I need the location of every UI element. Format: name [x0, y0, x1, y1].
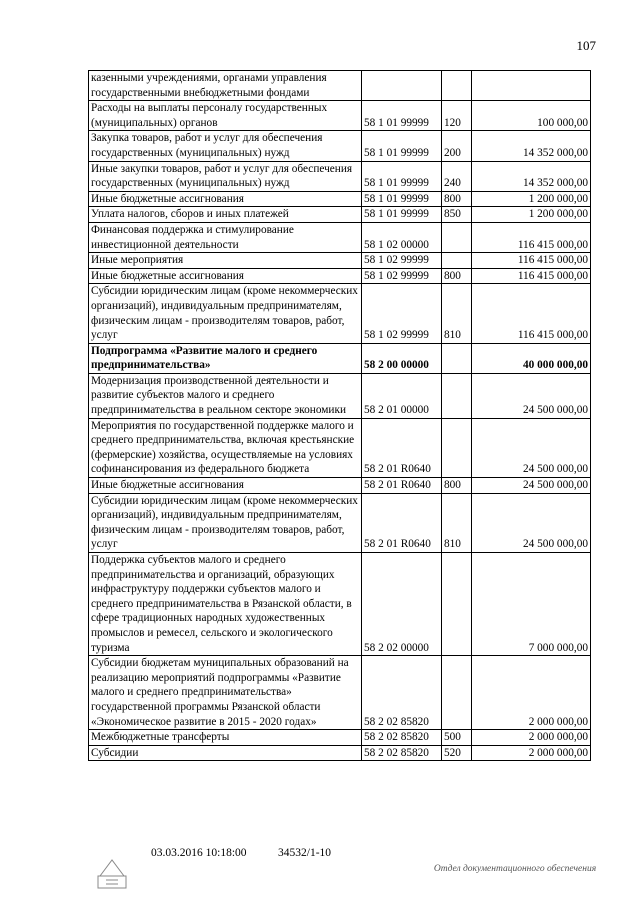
row-code-cell: 58 1 01 99999 — [362, 161, 442, 191]
row-vr-cell — [442, 253, 472, 269]
row-amount-cell: 24 500 000,00 — [472, 418, 591, 477]
row-code-cell: 58 2 01 R0640 — [362, 493, 442, 552]
row-name-cell: Подпрограмма «Развитие малого и среднего предпринимательства» — [89, 343, 362, 373]
row-code-cell: 58 2 01 00000 — [362, 373, 442, 418]
row-amount-cell: 116 415 000,00 — [472, 222, 591, 252]
row-vr-cell: 800 — [442, 191, 472, 207]
row-name-cell: казенными учреждениями, органами управления государственными внебюджетными фондами — [89, 71, 362, 101]
table-row — [89, 191, 591, 207]
row-code-cell: 58 1 01 99999 — [362, 131, 442, 161]
row-amount-cell: 7 000 000,00 — [472, 553, 591, 656]
footer-stamp: Отдел документационного обеспечения — [433, 864, 597, 874]
row-code-cell: 58 2 02 00000 — [362, 553, 442, 656]
row-name-cell: Иные бюджетные ассигнования — [89, 191, 362, 207]
table-body — [89, 71, 591, 761]
row-code-cell: 58 2 02 85820 — [362, 656, 442, 730]
row-vr-cell: 810 — [442, 284, 472, 343]
row-name-cell: Модернизация производственной деятельности и развитие субъектов малого и среднего предпринимательства в реальном секторе экономики — [89, 373, 362, 418]
row-vr-cell — [442, 418, 472, 477]
row-code-cell: 58 1 02 99999 — [362, 284, 442, 343]
row-amount-cell: 24 500 000,00 — [472, 373, 591, 418]
row-name-cell: Иные бюджетные ассигнования — [89, 268, 362, 284]
table-row — [89, 253, 591, 269]
row-code-cell: 58 2 01 R0640 — [362, 418, 442, 477]
row-vr-cell — [442, 373, 472, 418]
row-name-cell: Иные закупки товаров, работ и услуг для обеспечения государственных (муниципальных) нужд — [89, 161, 362, 191]
row-code-cell: 58 2 02 85820 — [362, 730, 442, 746]
row-amount-cell: 24 500 000,00 — [472, 478, 591, 494]
row-amount-cell: 14 352 000,00 — [472, 161, 591, 191]
table-row — [89, 71, 591, 101]
table-row — [89, 553, 591, 656]
budget-table — [88, 70, 591, 761]
row-name-cell: Субсидии юридическим лицам (кроме некоммерческих организаций), индивидуальным предпринимателям, физическим лицам - производителям товаров, работ, услуг — [89, 493, 362, 552]
row-vr-cell — [442, 71, 472, 101]
row-amount-cell: 2 000 000,00 — [472, 656, 591, 730]
row-name-cell: Мероприятия по государственной поддержке малого и среднего предпринимательства, включая крестьянские (фермерские) хозяйства, осуществляемые на условиях софинансирования из федерального бюджета — [89, 418, 362, 477]
row-code-cell: 58 2 02 85820 — [362, 745, 442, 761]
table-row — [89, 373, 591, 418]
row-amount-cell: 116 415 000,00 — [472, 268, 591, 284]
row-vr-cell: 850 — [442, 207, 472, 223]
row-vr-cell: 810 — [442, 493, 472, 552]
row-code-cell: 58 1 01 99999 — [362, 101, 442, 131]
row-vr-cell — [442, 222, 472, 252]
row-name-cell: Межбюджетные трансферты — [89, 730, 362, 746]
footer-date: 03.03.2016 10:18:00 — [151, 847, 247, 859]
table-row — [89, 343, 591, 373]
row-amount-cell: 14 352 000,00 — [472, 131, 591, 161]
row-vr-cell: 240 — [442, 161, 472, 191]
table-row — [89, 131, 591, 161]
row-vr-cell — [442, 553, 472, 656]
table-row — [89, 730, 591, 746]
row-vr-cell: 200 — [442, 131, 472, 161]
row-vr-cell: 120 — [442, 101, 472, 131]
row-code-cell: 58 1 01 99999 — [362, 191, 442, 207]
row-code-cell: 58 1 02 99999 — [362, 268, 442, 284]
table-row — [89, 493, 591, 552]
row-name-cell: Уплата налогов, сборов и иных платежей — [89, 207, 362, 223]
row-vr-cell: 520 — [442, 745, 472, 761]
row-amount-cell: 24 500 000,00 — [472, 493, 591, 552]
row-code-cell: 58 2 00 00000 — [362, 343, 442, 373]
page-number: 107 — [576, 38, 596, 53]
row-name-cell: Субсидии бюджетам муниципальных образований на реализацию мероприятий подпрограммы «Развитие малого и среднего предпринимательства» государственной программы Рязанской области «Экономическое развитие в 2015 - 2020 годах» — [89, 656, 362, 730]
row-amount-cell: 116 415 000,00 — [472, 284, 591, 343]
footer-doc-id: 34532/1-10 — [278, 847, 332, 859]
row-name-cell: Закупка товаров, работ и услуг для обеспечения государственных (муниципальных) нужд — [89, 131, 362, 161]
row-code-cell: 58 1 02 00000 — [362, 222, 442, 252]
row-amount-cell: 1 200 000,00 — [472, 207, 591, 223]
row-code-cell: 58 2 01 R0640 — [362, 478, 442, 494]
row-name-cell: Поддержка субъектов малого и среднего предпринимательства и организаций, образующих инфраструктуру поддержки субъектов малого и среднего предпринимательства в Рязанской области, в сфере традиционных народных художественных промыслов и ремесел, сельского и экологического туризма — [89, 553, 362, 656]
table-row — [89, 161, 591, 191]
row-name-cell: Финансовая поддержка и стимулирование инвестиционной деятельности — [89, 222, 362, 252]
side-margin-text — [624, 20, 634, 880]
row-name-cell: Субсидии — [89, 745, 362, 761]
seal-icon — [88, 852, 136, 897]
row-amount-cell: 40 000 000,00 — [472, 343, 591, 373]
row-vr-cell — [442, 343, 472, 373]
row-amount-cell: 100 000,00 — [472, 101, 591, 131]
row-name-cell: Иные мероприятия — [89, 253, 362, 269]
table-row — [89, 745, 591, 761]
table-row — [89, 101, 591, 131]
row-name-cell: Расходы на выплаты персоналу государственных (муниципальных) органов — [89, 101, 362, 131]
row-amount-cell: 116 415 000,00 — [472, 253, 591, 269]
table-row — [89, 222, 591, 252]
row-code-cell — [362, 71, 442, 101]
row-amount-cell: 1 200 000,00 — [472, 191, 591, 207]
table-row — [89, 656, 591, 730]
row-amount-cell: 2 000 000,00 — [472, 730, 591, 746]
row-amount-cell — [472, 71, 591, 101]
row-vr-cell — [442, 656, 472, 730]
table-row — [89, 478, 591, 494]
row-name-cell: Иные бюджетные ассигнования — [89, 478, 362, 494]
row-code-cell: 58 1 02 99999 — [362, 253, 442, 269]
row-vr-cell: 800 — [442, 268, 472, 284]
row-amount-cell: 2 000 000,00 — [472, 745, 591, 761]
row-vr-cell: 800 — [442, 478, 472, 494]
table-row — [89, 207, 591, 223]
row-vr-cell: 500 — [442, 730, 472, 746]
table-row — [89, 418, 591, 477]
table-row — [89, 284, 591, 343]
row-name-cell: Субсидии юридическим лицам (кроме некоммерческих организаций), индивидуальным предпринимателям, физическим лицам - производителям товаров, работ, услуг — [89, 284, 362, 343]
table-row — [89, 268, 591, 284]
row-code-cell: 58 1 01 99999 — [362, 207, 442, 223]
